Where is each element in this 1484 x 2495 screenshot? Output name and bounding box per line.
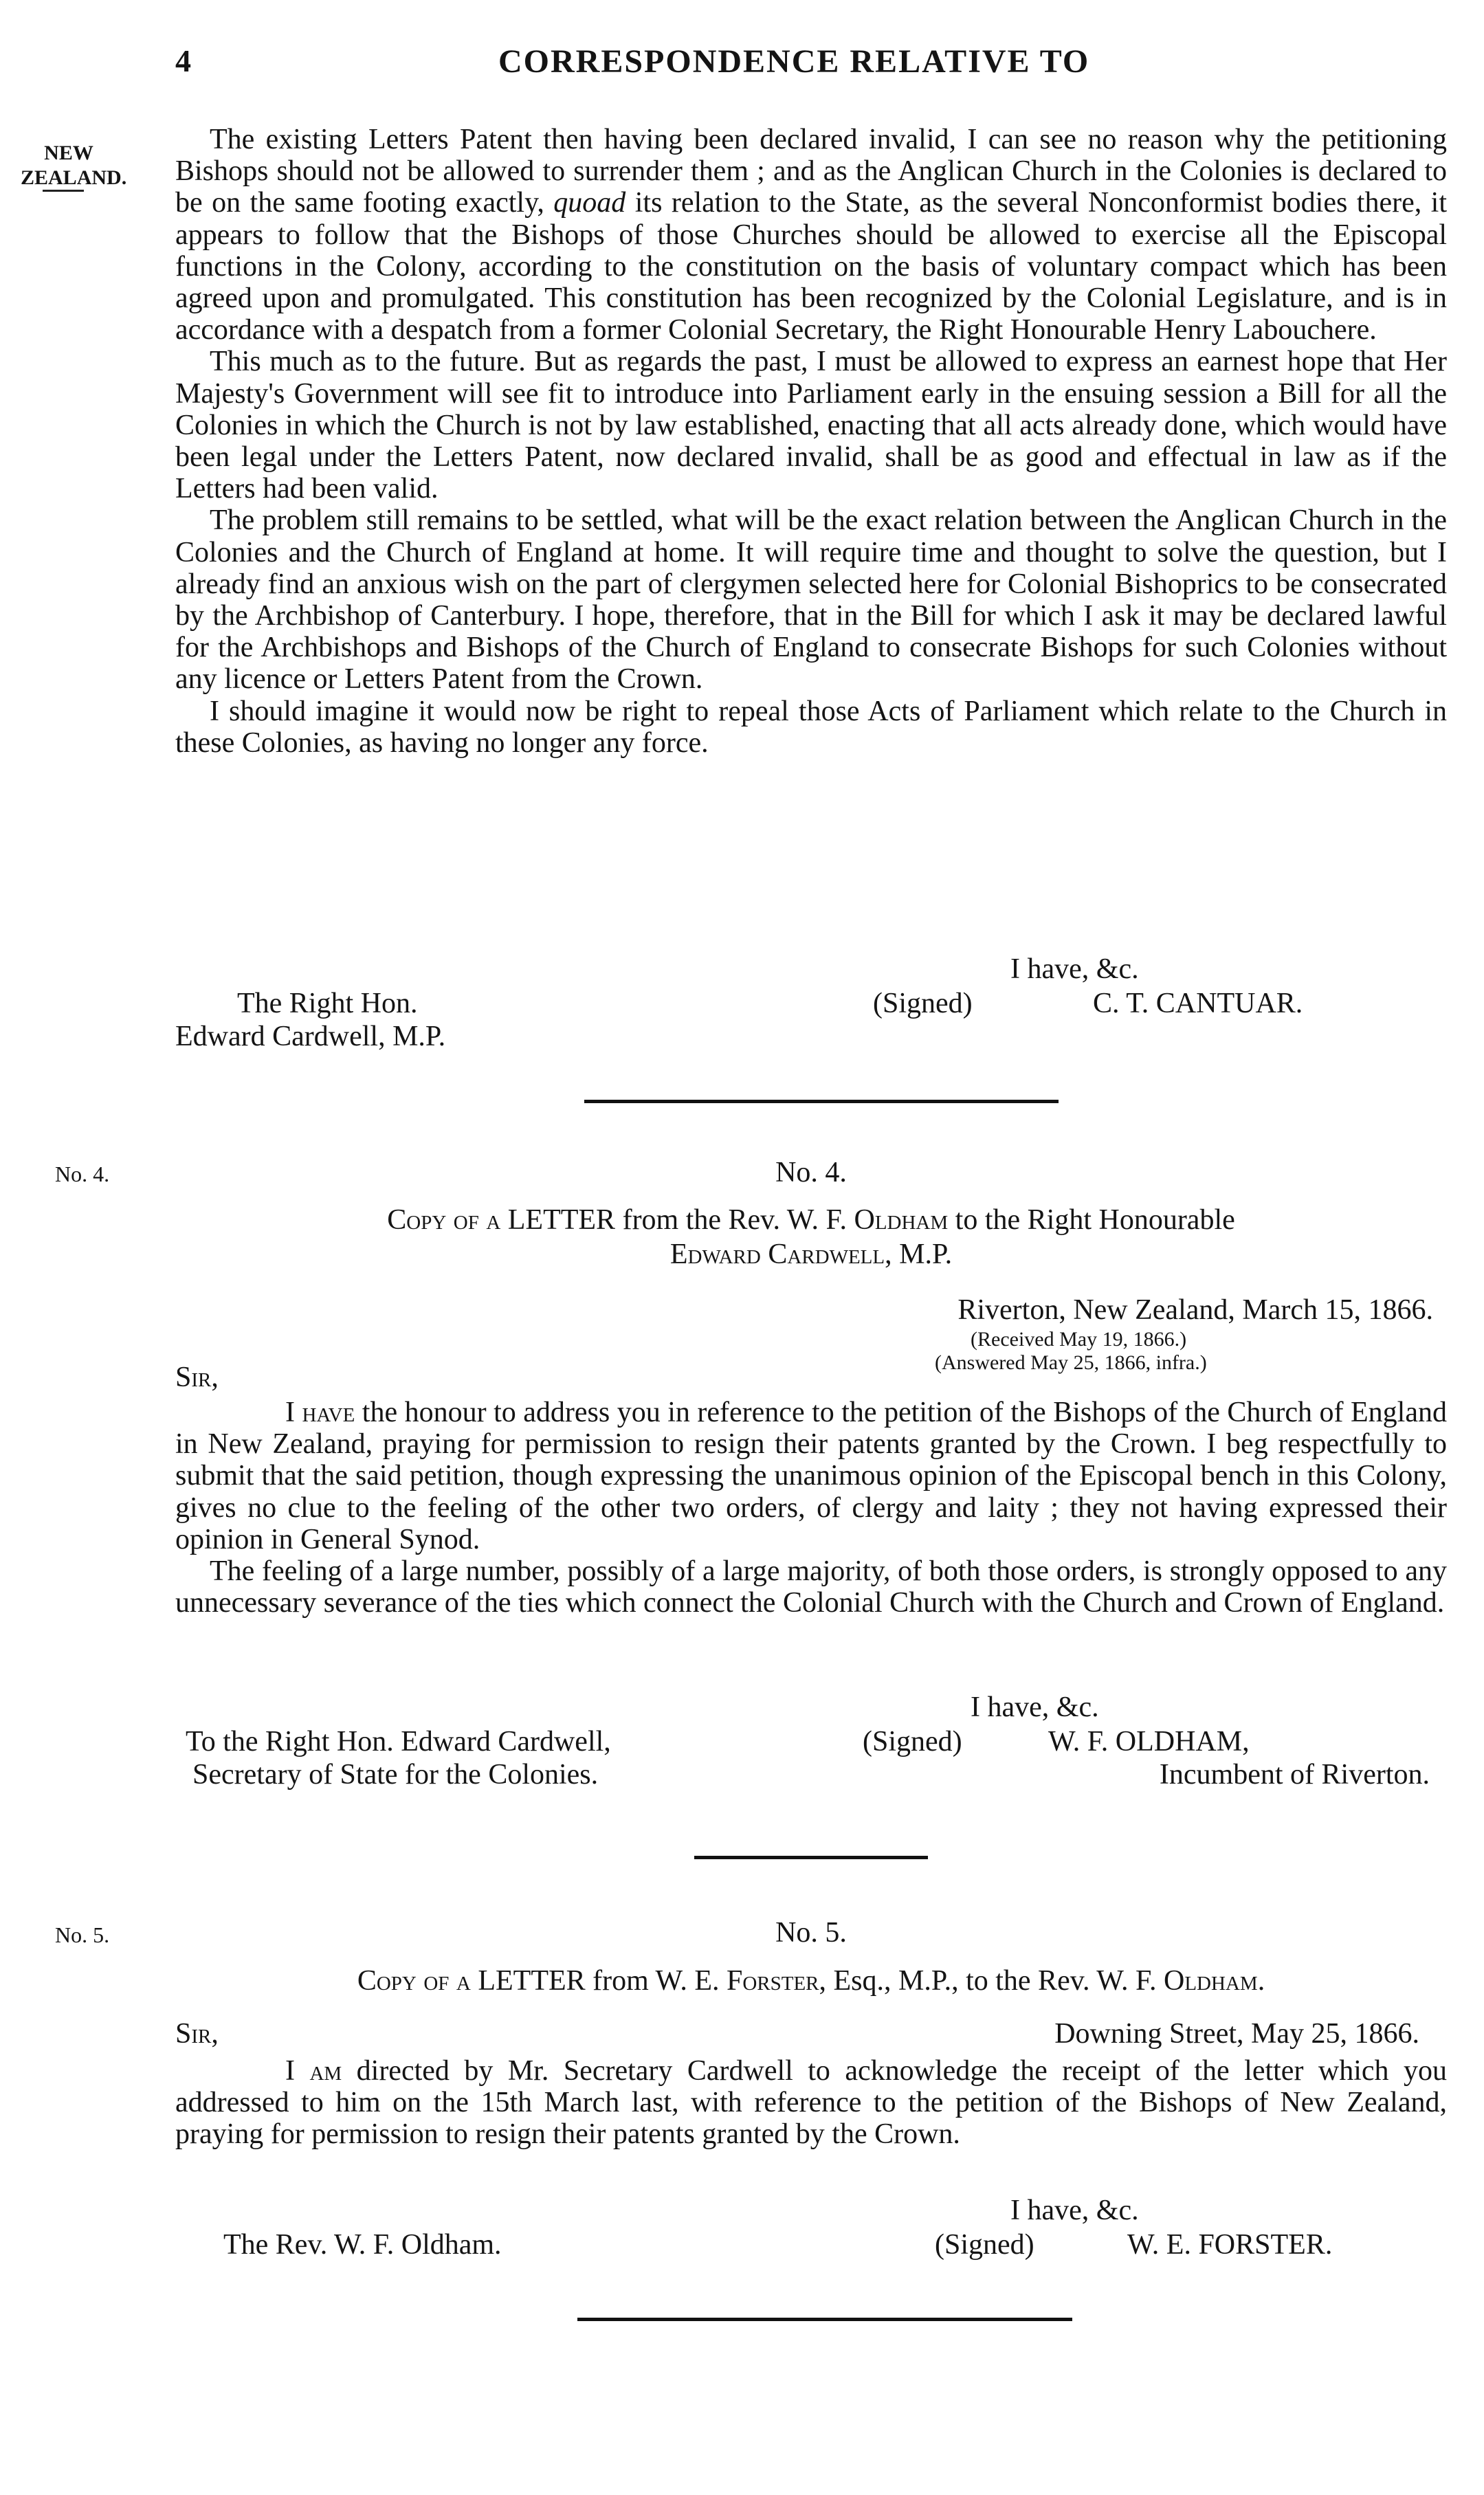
margin-note-no4: No. 4. [55, 1162, 110, 1186]
letter4-answered: (Answered May 25, 1866, infra.) [935, 1351, 1207, 1374]
page-number: 4 [175, 43, 191, 78]
letter4-received: (Received May 19, 1866.) [971, 1328, 1187, 1351]
letter4-addressee-1: To the Right Hon. Edward Cardwell, [186, 1726, 611, 1757]
margin-note-new-zealand [21, 141, 127, 190]
letter4-number: No. 4. [775, 1157, 847, 1188]
letter4-addressee-2: Secretary of State for the Colonies. [192, 1759, 599, 1790]
letter4-closing: I have, &c. [971, 1692, 1099, 1723]
letter3-paragraph-3: The problem still remains to be settled, what will be the exact relation between the Anglican Church in the Colonies and the Church of England at home. It will require time and thought to solve the question, but I already find an anxious wish on the part of clergymen selected here for Colonial Bishoprics to be consecrated by the Archbishop of Canterbury. I hope, therefore, that in the Bill for which I ask it may be declared lawful for the Archbishops and Bishops of the Church of England to consecrate Bishops for such Colonies without any licence or Letters Patent from the Crown. [175, 504, 1447, 696]
margin-note-line2: ZEALAND. [21, 166, 127, 189]
letter5-body [175, 2055, 1447, 2151]
letter4-paragraph-1: I have the honour to address you in reference to the petition of the Bishops of the Church of England in New Zealand, praying for permission to resign their patents granted by the Crown. I beg respectfully to submit that the said petition, though expressing the unanimous opinion of the Episcopal bench in this Colony, gives no clue to the feeling of the other two orders, of clergy and laity ; they not having expressed their opinion in General Synod. [175, 1397, 1447, 1555]
letter3-addressee-1: The Right Hon. [237, 988, 418, 1019]
letter4-title: Copy of a LETTER from the Rev. W. F. Oldham to the Right Honourable Edward Cardwell, M.P. [387, 1204, 1235, 1270]
letter3-signatory: C. T. CANTUAR. [1093, 988, 1303, 1019]
letter4-place-date: Riverton, New Zealand, March 15, 1866. [957, 1294, 1433, 1326]
margin-note-no5: No. 5. [55, 1922, 110, 1947]
letter3-paragraph-1: The existing Letters Patent then having been declared invalid, I can see no reason why the petitioning Bishops should not be allowed to surrender them ; and as the Anglican Church in the Colonies is declared to be on the same footing exactly, quoad its relation to the State, as the several Nonconformist bodies there, it appears to follow that the Bishops of those Churches should be allowed to exercise all the Episcopal functions in the Colony, according to the constitution on the basis of voluntary compact which has been agreed upon and promulgated. This constitution has been recognized by the Colonial Legislature, and is in accordance with a despatch from a former Colonial Secretary, the Right Honourable Henry Labouchere. [175, 124, 1447, 346]
letter3-body [175, 124, 1447, 759]
section-divider-3 [577, 2318, 1072, 2321]
letter4-body [175, 1397, 1447, 1619]
margin-dash [43, 190, 84, 192]
letter5-number: No. 5. [775, 1917, 847, 1949]
letter5-place-date: Downing Street, May 25, 1866. [1054, 2018, 1419, 2050]
letter5-salutation: Sir, [175, 2018, 219, 2050]
letter4-signatory: W. F. OLDHAM, [1048, 1726, 1250, 1757]
letter5-closing: I have, &c. [1010, 2195, 1139, 2226]
page-header [175, 43, 1447, 91]
letter5-signatory: W. E. FORSTER. [1127, 2229, 1333, 2261]
letter3-signed: (Signed) [873, 988, 973, 1019]
letter3-addressee-2: Edward Cardwell, M.P. [175, 1021, 446, 1052]
letter5-addressee: The Rev. W. F. Oldham. [223, 2229, 502, 2261]
margin-note-line1: NEW [44, 142, 93, 164]
letter5-signed: (Signed) [935, 2229, 1034, 2261]
letter5-title: Copy of a LETTER from W. E. Forster, Esq., M.P., to the Rev. W. F. Oldham. [357, 1965, 1265, 1997]
letter3-paragraph-4: I should imagine it would now be right to repeal those Acts of Parliament which relate to the Church in these Colonies, as having no longer any force. [175, 695, 1447, 759]
section-divider-1 [584, 1100, 1059, 1103]
letter4-paragraph-2: The feeling of a large number, possibly of a large majority, of both those orders, is strongly opposed to any unnecessary severance of the ties which connect the Colonial Church with the Church and Crown of England. [175, 1555, 1447, 1619]
letter4-salutation: Sir, [175, 1362, 219, 1393]
letter4-signed: (Signed) [863, 1726, 962, 1757]
letter5-paragraph-1: I am directed by Mr. Secretary Cardwell to acknowledge the receipt of the letter which you addressed to him on the 15th March last, with reference to the petition of the Bishops of New Zealand, praying for permission to resign their patents granted by the Crown. [175, 2055, 1447, 2151]
letter3-paragraph-2: This much as to the future. But as regards the past, I must be allowed to express an earnest hope that Her Majesty's Government will see fit to introduce into Parliament early in the ensuing session a Bill for all the Colonies in which the Church is not by law established, enacting that all acts already done, which would have been legal under the Letters Patent, now declared invalid, shall be as good and effectual in law as if the Letters had been valid. [175, 346, 1447, 505]
running-title: CORRESPONDENCE RELATIVE TO [498, 43, 1090, 80]
letter4-signatory-title: Incumbent of Riverton. [1159, 1759, 1430, 1790]
letter3-closing: I have, &c. [1010, 953, 1139, 985]
section-divider-2 [694, 1856, 928, 1859]
